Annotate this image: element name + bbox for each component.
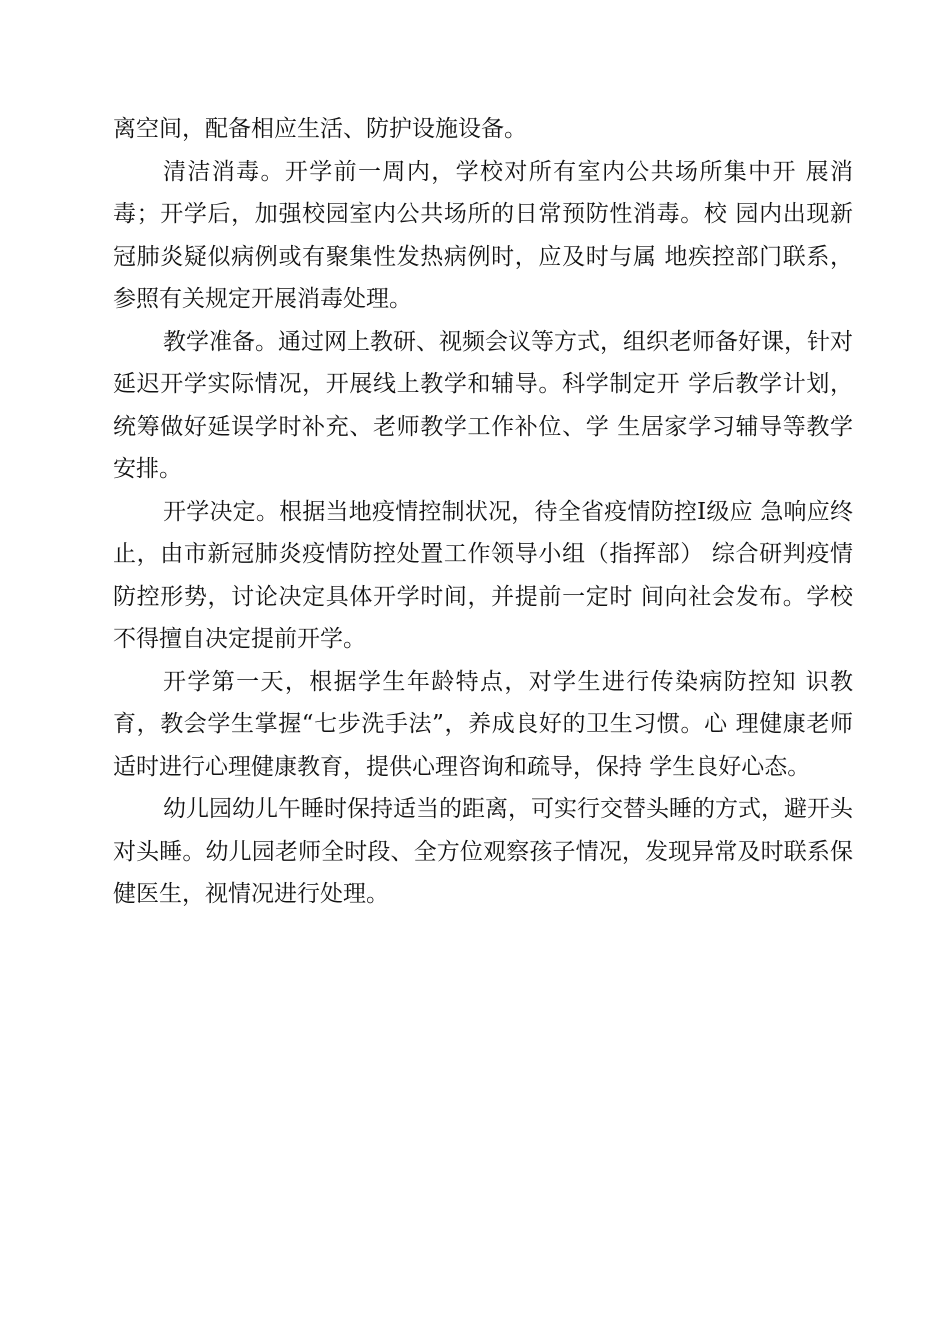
paragraph-cleaning-disinfection: 清洁消毒。开学前一周内，学校对所有室内公共场所集中开 展消毒；开学后，加强校园室内公共场所的日常预防性消毒。校 园内出现新冠肺炎疑似病例或有聚集性发热病例时，应及时与属 地疾控部门联系，参照有关规定开展消毒处理。	[113, 158, 853, 312]
document-body	[113, 108, 853, 916]
paragraph-continuation: 离空间，配备相应生活、防护设施设备。	[113, 116, 527, 142]
paragraph-school-opening-decision: 开学决定。根据当地疫情控制状况，待全省疫情防控Ⅰ级应 急响应终止，由市新冠肺炎疫情防控处置工作领导小组（指挥部） 综合研判疫情防控形势，讨论决定具体开学时间，并提前一定时 间向社会发布。学校不得擅自决定提前开学。	[113, 498, 853, 652]
paragraph-kindergarten-nap: 幼儿园幼儿午睡时保持适当的距离，可实行交替头睡的方式，避开头对头睡。幼儿园老师全时段、全方位观察孩子情况，发现异常及时联系保健医生，视情况进行处理。	[113, 796, 853, 907]
paragraph-first-day: 开学第一天，根据学生年龄特点，对学生进行传染病防控知 识教育，教会学生掌握“七步洗手法”，养成良好的卫生习惯。心 理健康老师适时进行心理健康教育，提供心理咨询和疏导，保持 学生良好心态。	[113, 668, 853, 780]
paragraph-teaching-preparation: 教学准备。通过网上教研、视频会议等方式，组织老师备好课，针对延迟开学实际情况，开展线上教学和辅导。科学制定开 学后教学计划，统筹做好延误学时补充、老师教学工作补位、学 生居家学习辅导等教学安排。	[113, 328, 853, 482]
